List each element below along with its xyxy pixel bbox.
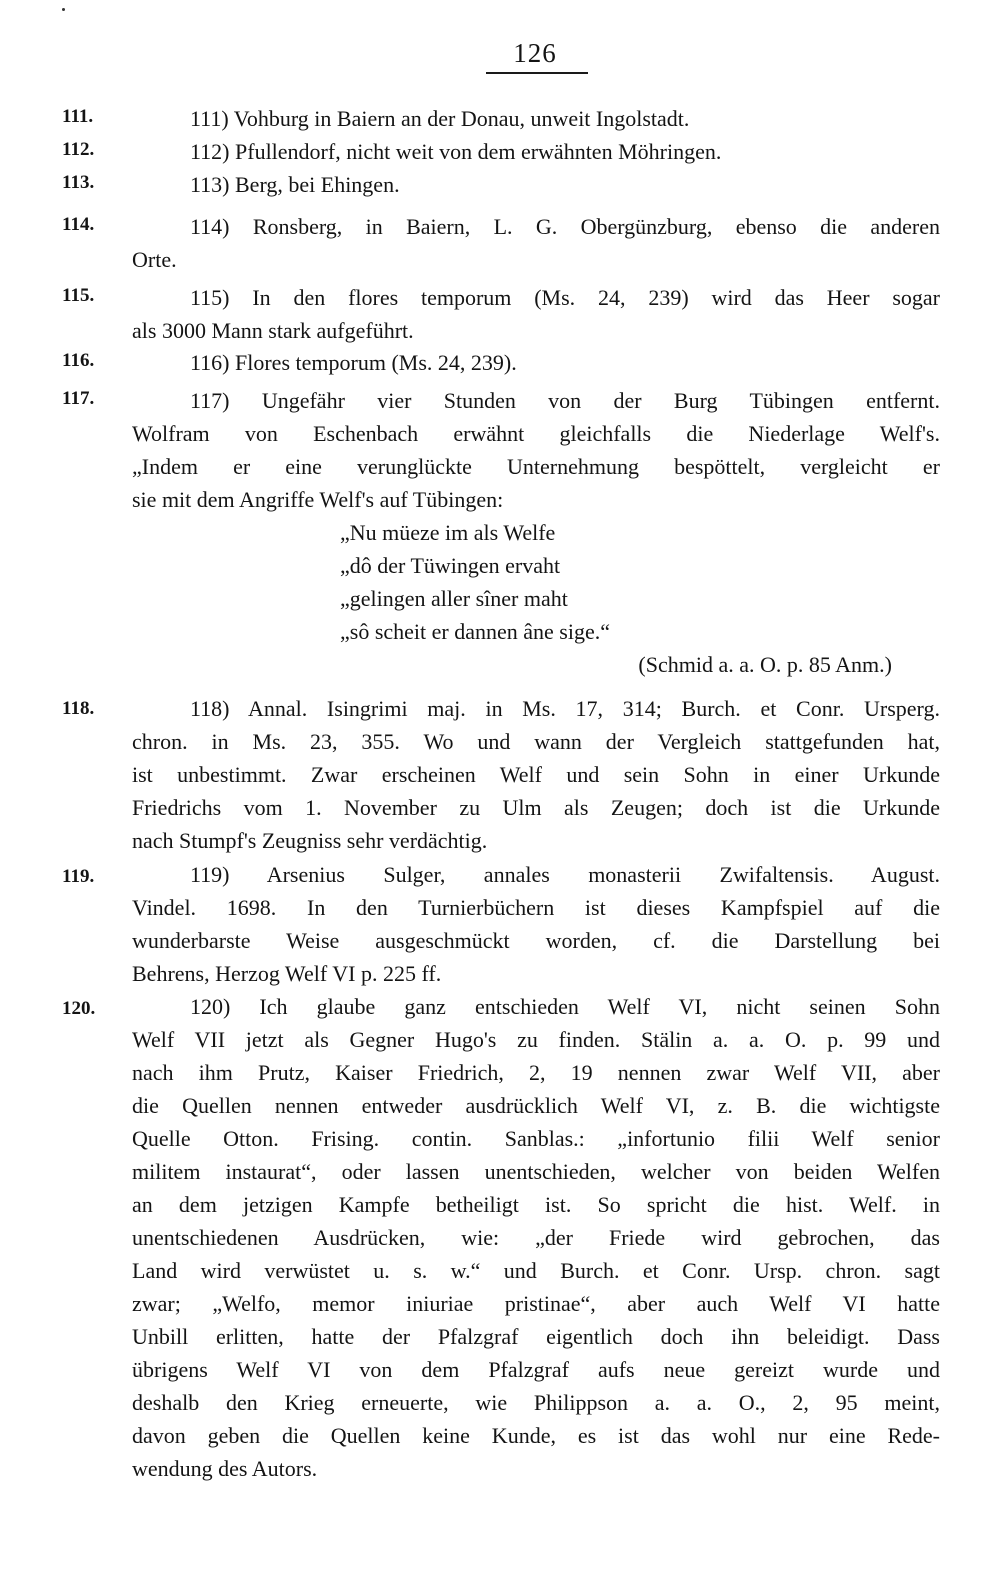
footnote-117 [132, 384, 940, 681]
footnote-115 [132, 281, 940, 347]
footnote-line: an dem jetzigen Kampfe betheiligt ist. So spricht die hist. Welf. in [132, 1192, 940, 1217]
verse-line: „sô scheit er dannen âne sige.“ [340, 619, 610, 644]
footnote-marker-114: 114. [62, 214, 95, 235]
footnote-line: Friedrichs vom 1. November zu Ulm als Zeugen; doch ist die Urkunde [132, 795, 940, 820]
page-number: 126 [513, 38, 557, 68]
footnote-line: 117) Ungefähr vier Stunden von der Burg Tübingen entfernt. [190, 388, 940, 413]
footnote-line: 113) Berg, bei Ehingen. [190, 172, 400, 197]
footnote-marker-120: 120. [62, 998, 96, 1019]
footnote-line: 119) Arsenius Sulger, annales monasterii Zwifaltensis. August. [190, 862, 940, 887]
footnote-114 [132, 210, 940, 276]
footnote-line: 112) Pfullendorf, nicht weit von dem erwähnten Möhringen. [190, 139, 722, 164]
footnote-line: Vindel. 1698. In den Turnierbüchern ist dieses Kampfspiel auf die [132, 895, 940, 920]
footnote-line: Wolfram von Eschenbach erwähnt gleichfalls die Niederlage Welf's. [132, 421, 940, 446]
verse-line: „gelingen aller sîner maht [340, 586, 568, 611]
footnote-line: nach ihm Prutz, Kaiser Friedrich, 2, 19 nennen zwar Welf VII, aber [132, 1060, 940, 1085]
footnote-119 [132, 858, 940, 990]
footnote-line: ist unbestimmt. Zwar erscheinen Welf und sein Sohn in einer Urkunde [132, 762, 940, 787]
footnote-line: davon geben die Quellen keine Kunde, es ist das wohl nur eine Rede- [132, 1423, 940, 1448]
footnote-line: wunderbarste Weise ausgeschmückt worden, cf. die Darstellung bei [132, 928, 940, 953]
footnote-line: militem instaurat“, oder lassen unentschieden, welcher von beiden Welfen [132, 1159, 940, 1184]
footnote-line: 114) Ronsberg, in Baiern, L. G. Obergünzburg, ebenso die anderen [190, 214, 940, 239]
footnote-line: die Quellen nennen entweder ausdrücklich Welf VI, z. B. die wichtigste [132, 1093, 940, 1118]
scan-speck [62, 8, 65, 11]
verse-citation: (Schmid a. a. O. p. 85 Anm.) [638, 652, 892, 677]
footnote-line: Behrens, Herzog Welf VI p. 225 ff. [132, 961, 442, 986]
verse-line: „dô der Tüwingen ervaht [340, 553, 561, 578]
footnote-marker-118: 118. [62, 698, 95, 719]
verse-line: „Nu müeze im als Welfe [340, 520, 556, 545]
footnote-line: als 3000 Mann stark aufgeführt. [132, 318, 414, 343]
footnote-line: 116) Flores temporum (Ms. 24, 239). [190, 350, 517, 375]
footnote-113 [132, 168, 940, 201]
footnote-line: 111) Vohburg in Baiern an der Donau, unweit Ingolstadt. [190, 106, 690, 131]
footnote-line: „Indem er eine verunglückte Unternehmung bespöttelt, vergleicht er [132, 454, 940, 479]
footnote-line: zwar; „Welfo, memor iniuriae pristinae“, aber auch Welf VI hatte [132, 1291, 940, 1316]
footnote-line: deshalb den Krieg erneuerte, wie Philippson a. a. O., 2, 95 meint, [132, 1390, 940, 1415]
page-number-rule [486, 72, 588, 74]
footnote-marker-117: 117. [62, 388, 95, 409]
footnote-112 [132, 135, 940, 168]
footnote-111 [132, 102, 940, 135]
footnote-line: 118) Annal. Isingrimi maj. in Ms. 17, 314; Burch. et Conr. Ursperg. [190, 696, 940, 721]
footnote-marker-112: 112. [62, 139, 95, 160]
footnote-116 [132, 346, 940, 379]
footnote-marker-111: 111. [62, 106, 94, 127]
footnote-120 [132, 990, 940, 1485]
footnote-line: wendung des Autors. [132, 1456, 318, 1481]
footnote-line: unentschiedenen Ausdrücken, wie: „der Friede wird gebrochen, das [132, 1225, 940, 1250]
footnote-line: Quelle Otton. Frising. contin. Sanblas.: „infortunio filii Welf senior [132, 1126, 940, 1151]
footnote-118 [132, 692, 940, 857]
footnote-line: Welf VII jetzt als Gegner Hugo's zu finden. Stälin a. a. O. p. 99 und [132, 1027, 940, 1052]
footnote-line: chron. in Ms. 23, 355. Wo und wann der Vergleich stattgefunden hat, [132, 729, 940, 754]
footnote-line: nach Stumpf's Zeugniss sehr verdächtig. [132, 828, 488, 853]
footnote-line: Land wird verwüstet u. s. w.“ und Burch. et Conr. Ursp. chron. sagt [132, 1258, 940, 1283]
footnote-marker-115: 115. [62, 285, 95, 306]
footnote-line: 115) In den flores temporum (Ms. 24, 239) wird das Heer sogar [190, 285, 940, 310]
footnote-marker-116: 116. [62, 350, 95, 371]
footnote-marker-119: 119. [62, 866, 95, 887]
footnote-line: Unbill erlitten, hatte der Pfalzgraf eigentlich doch ihn beleidigt. Dass [132, 1324, 940, 1349]
footnote-line: übrigens Welf VI von dem Pfalzgraf aufs neue gereizt wurde und [132, 1357, 940, 1382]
footnote-line: 120) Ich glaube ganz entschieden Welf VI, nicht seinen Sohn [190, 994, 940, 1019]
footnote-marker-113: 113. [62, 172, 95, 193]
footnote-line: Orte. [132, 247, 177, 272]
footnote-line: sie mit dem Angriffe Welf's auf Tübingen: [132, 487, 504, 512]
